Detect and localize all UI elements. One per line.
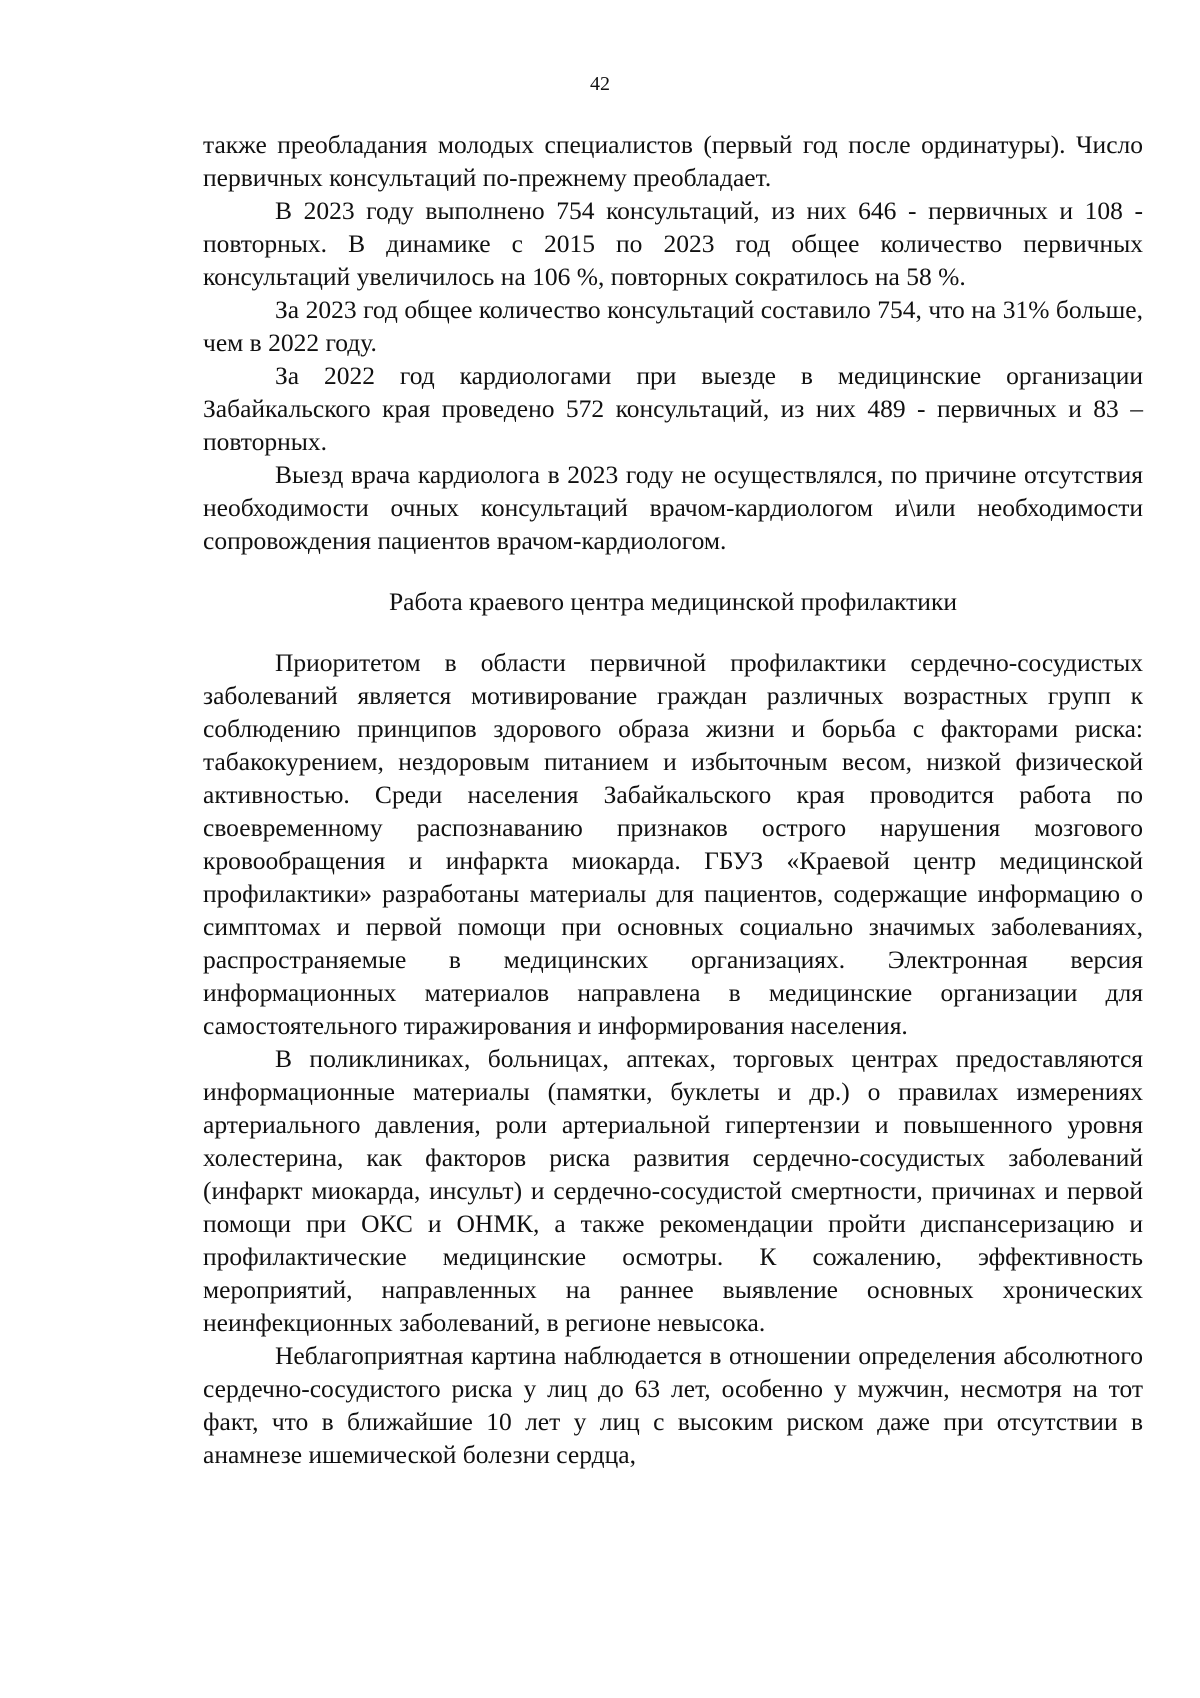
paragraph-risk-assessment: Неблагоприятная картина наблюдается в отношении определения абсолютного сердечно-сосудистого риска у лиц до 63 лет, особенно у мужчин, несмотря на тот факт, что в ближайшие 10 лет у лиц с высоким риском даже при отсутствии в анамнезе ишемической болезни сердца, <box>203 1341 1143 1469</box>
paragraph-information-materials: В поликлиниках, больницах, аптеках, торговых центрах предоставляются информационные материалы (памятки, буклеты и др.) о правилах измерениях артериального давления, роли артериальной гипертензии и повышенного уровня холестерина, как факторов риска развития сердечно-сосудистых заболеваний (инфаркт миокарда, инсульт) и сердечно-сосудистой смертности, причинах и первой помощи при ОКС и ОНМК, а также рекомендации пройти диспансеризацию и профилактические медицинские осмотры. К сожалению, эффективность мероприятий, направленных на раннее выявление основных хронических неинфекционных заболеваний, в регионе невысока. <box>203 1044 1143 1337</box>
section-title: Работа краевого центра медицинской профилактики <box>389 587 957 616</box>
paragraph-consultations-2023: В 2023 году выполнено 754 консультаций, из них 646 - первичных и 108 - повторных. В динамике с 2015 по 2023 год общее количество первичных консультаций увеличилось на 106 %, повторных сократилось на 58 %. <box>203 196 1143 291</box>
document-body <box>203 128 1143 1471</box>
paragraph-cardiologist-visits: Выезд врача кардиолога в 2023 году не осуществлялся, по причине отсутствия необходимости очных консультаций врачом-кардиологом и\или необходимости сопровождения пациентов врачом-кардиологом. <box>203 460 1143 555</box>
page-number: 42 <box>590 73 610 95</box>
paragraph-total-consultations: За 2023 год общее количество консультаций составило 754, что на 31% больше, чем в 2022 году. <box>203 295 1143 357</box>
paragraph-continued: также преобладания молодых специалистов (первый год после ординатуры). Число первичных консультаций по-прежнему преобладает. <box>203 130 1143 192</box>
paragraph-prevention-priority: Приоритетом в области первичной профилактики сердечно-сосудистых заболеваний является мотивирование граждан различных возрастных групп к соблюдению принципов здорового образа жизни и борьба с факторами риска: табакокурением, нездоровым питанием и избыточным весом, низкой физической активностью. Среди населения Забайкальского края проводится работа по своевременному распознаванию признаков острого нарушения мозгового кровообращения и инфаркта миокарда. ГБУЗ «Краевой центр медицинской профилактики» разработаны материалы для пациентов, содержащие информацию о симптомах и первой помощи при основных социально значимых заболеваниях, распространяемые в медицинских организациях. Электронная версия информационных материалов направлена в медицинские организации для самостоятельного тиражирования и информирования населения. <box>203 648 1143 1040</box>
paragraph-field-consultations-2022: За 2022 год кардиологами при выезде в медицинские организации Забайкальского края проведено 572 консультаций, из них 489 - первичных и 83 – повторных. <box>203 361 1143 456</box>
